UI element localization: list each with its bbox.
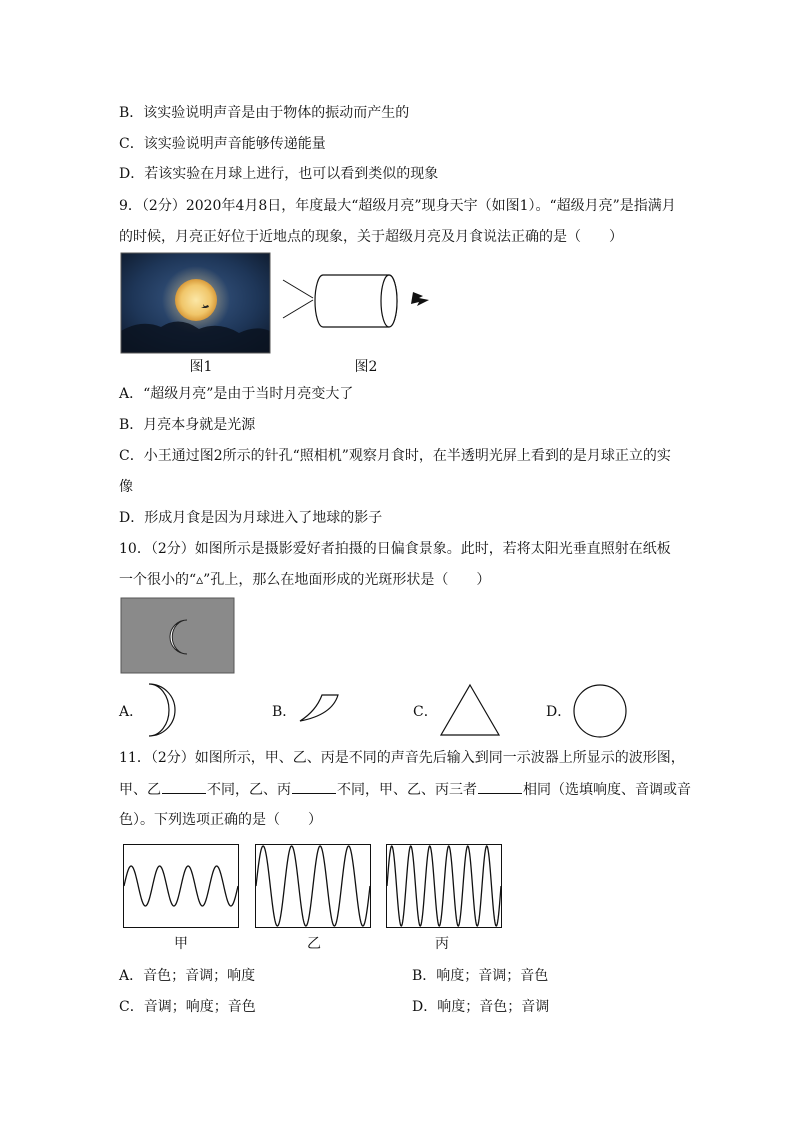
triangle-shape-icon <box>439 683 501 737</box>
answer-blank-3[interactable] <box>478 779 522 794</box>
question-10-line2: 一个很小的“▵”孔上，那么在地面形成的光斑形状是（ ） <box>119 572 491 588</box>
figure-1-caption: 图1 <box>189 359 213 375</box>
option-b-text: B．该实验说明声音是由于物体的振动而产生的 <box>119 105 410 121</box>
q11-text-part3: 不同，甲、乙、丙三者 <box>337 782 477 798</box>
q11-option-c[interactable]: C．音调；响度；音色 <box>119 999 256 1015</box>
q10-option-a-label[interactable]: A． <box>119 704 144 720</box>
answer-blank-2[interactable] <box>292 779 336 794</box>
q11-text-part2: 不同，乙、丙 <box>207 782 291 798</box>
circle-shape-icon <box>572 683 628 739</box>
waveform-yi-caption: 乙 <box>307 936 321 952</box>
figure-2-caption: 图2 <box>354 359 378 375</box>
answer-blank-1[interactable] <box>162 779 206 794</box>
q9-option-b: B．月亮本身就是光源 <box>119 417 256 433</box>
q10-option-c-label[interactable]: C． <box>413 704 438 720</box>
super-moon-photo <box>121 253 270 353</box>
q11-text-part4: 相同（选填响度、音调或音 <box>523 782 691 798</box>
waveform-bing-caption: 丙 <box>435 936 449 952</box>
pinhole-camera-diagram <box>283 270 433 340</box>
q11-text-part1: 甲、乙 <box>119 782 161 798</box>
waveform-jia-caption: 甲 <box>174 936 188 952</box>
partial-eclipse-photo <box>121 598 234 673</box>
question-9-line1: 9．（2分）2020年4月8日，年度最大“超级月亮”现身天宇（如图1）。“超级月亮”是指满月 <box>119 198 676 214</box>
q10-option-d-label[interactable]: D． <box>546 704 572 720</box>
q11-option-a[interactable]: A．音色；音调；响度 <box>119 968 256 984</box>
q9-option-c-line2: 像 <box>119 479 133 495</box>
question-9-line2: 的时候，月亮正好位于近地点的现象，关于超级月亮及月食说法正确的是（ ） <box>119 229 623 245</box>
option-d-text: D．若该实验在月球上进行，也可以看到类似的现象 <box>119 166 439 182</box>
option-c-text: C．该实验说明声音能够传递能量 <box>119 136 326 152</box>
crescent-shape-icon <box>143 682 189 738</box>
question-10-line1: 10．（2分）如图所示是摄影爱好者拍摄的日偏食景象。此时，若将太阳光垂直照射在纸板 <box>119 541 671 557</box>
q9-option-a: A．“超级月亮”是由于当时月亮变大了 <box>119 386 354 402</box>
q9-option-c-line1: C．小王通过图2所示的针孔“照相机”观察月食时，在半透明光屏上看到的是月球正立的实 <box>119 448 671 464</box>
waveform-yi <box>255 844 371 928</box>
question-11-line1: 11．（2分）如图所示，甲、乙、丙是不同的声音先后输入到同一示波器上所显示的波形图， <box>119 750 685 766</box>
q10-option-b-label[interactable]: B． <box>272 704 297 720</box>
curved-wedge-shape-icon <box>298 693 342 723</box>
q9-option-d: D．形成月食是因为月球进入了地球的影子 <box>119 510 383 526</box>
waveform-jia <box>123 844 239 928</box>
question-11-line2 <box>119 779 691 800</box>
q11-option-d[interactable]: D．响度；音色；音调 <box>412 999 550 1015</box>
question-11-line3: 色）。下列选项正确的是（ ） <box>119 812 322 828</box>
q11-option-b[interactable]: B．响度；音调；音色 <box>412 968 549 984</box>
waveform-bing <box>386 844 502 928</box>
